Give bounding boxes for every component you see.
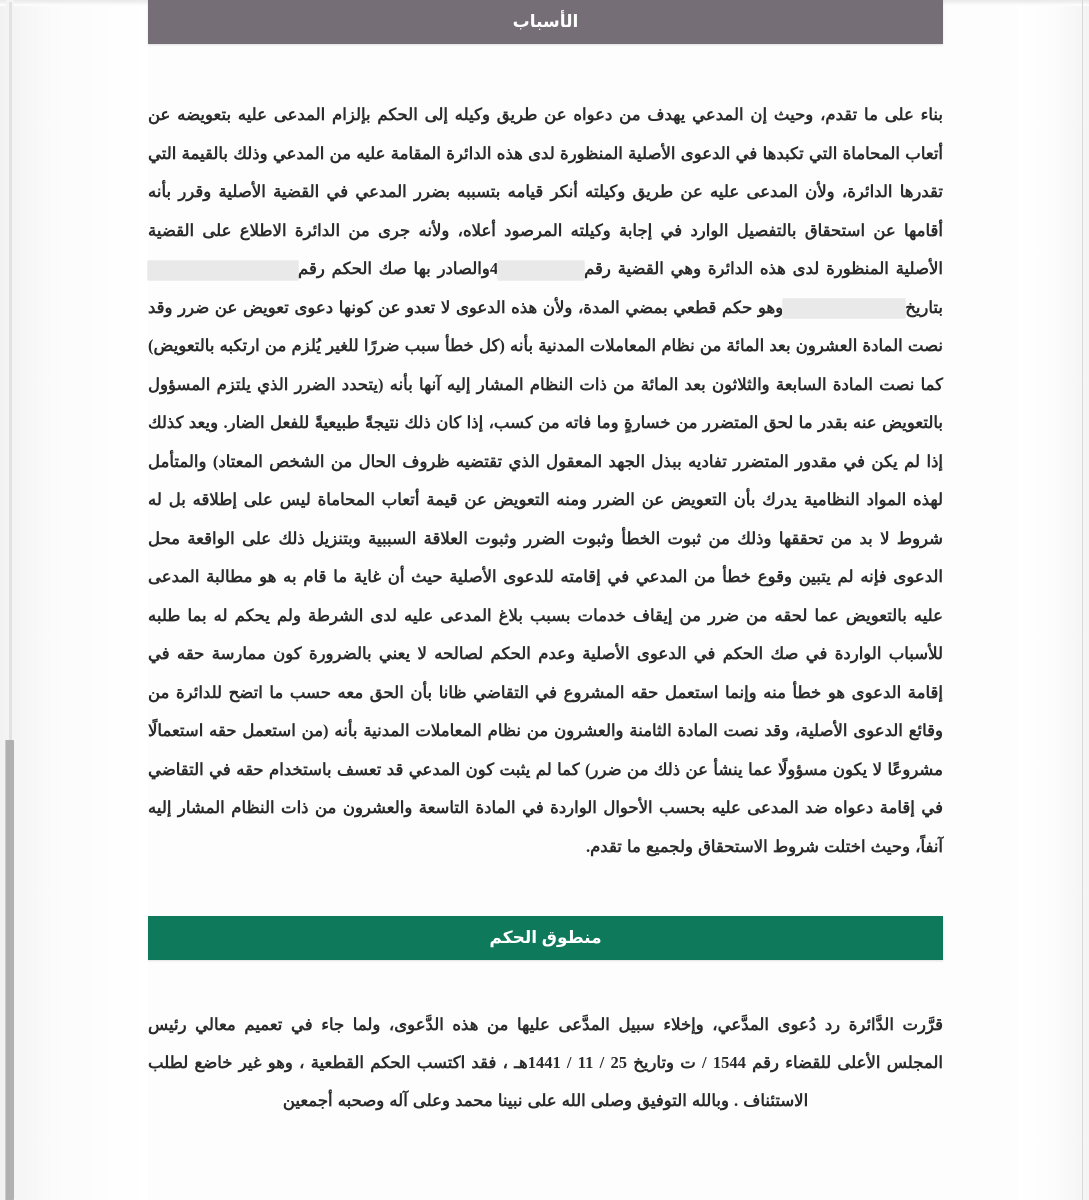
banner-gap-reasons (148, 44, 943, 96)
vertical-scrollbar-thumb[interactable] (5, 740, 14, 1200)
page-right-shading (1019, 0, 1089, 1200)
section-banner-reasons (148, 0, 943, 44)
reasons-text-part-4: وهو حكم قطعي بمضي المدة، ولأن هذه الدعوى لا تعدو عن كونها دعوى تعويض عن ضرر وقد نصت المادة العشرون بعد المائة من نظام المعاملات المدنية بأنه (كل خطأ سبب ضررًا للغير يُلزم من ارتكبه بالتعويض) كما نصت المادة السابعة والثلاثون بعد المائة من ذات النظام المشار إليه آنها بأنه (يتحدد الضرر الذي يلتزم المسؤول بالتعويض عنه بقدر ما لحق المتضرر من خسارةٍ وما فاته من كسب، إذا كان ذلك نتيجةً طبيعيةً للفعل الضار. ويعد كذلك إذا لم يكن في مقدور المتضرر تفاديه ببذل الجهد المعقول الذي تقتضيه ظروف الحال من الشخص المعتاد) والمتأمل لهذه المواد النظامية يدرك بأن التعويض عن الضرر ومنه التعويض عن قيمة أتعاب المحاماة ليس على إطلاقه بل له شروط لا بد من تحققها وذلك من ثبوت الخطأ وثبوت الضرر وثبوت العلاقة السببية وبتنزيل ذلك على الواقعة محل الدعوى فإنه لم يتبين وقوع خطأ من المدعي في إقامته للدعوى الأصلية حيث أن غاية ما قام به هو مطالبة المدعى عليه بالتعويض عما لحقه من ضرر من إيقاف خدمات بسبب بلاغ المدعى عليه لدى الشرطة ولم يحكم له بما طلبه للأسباب الواردة في صك الحكم في الدعوى الأصلية وعدم الحكم لصالحه لا يعني بالضرورة كون ممارسة حقه في إقامة الدعوى هو خطأ منه وإنما استعمل حقه المشروع في التقاضي ظانا بأن الحق معه حسب ما اتضح للدائرة من وقائع الدعوى الأصلية، وقد نصت المادة الثامنة والعشرون من نظام المعاملات المدنية بأنه (من استعمل حقه استعمالًا مشروعًا لا يكون مسؤولًا عما ينشأ عن ذلك من ضرر) كما لم يثبت كون المدعي قد تعسف باستخدام حقه في التقاضي في إقامة دعواه ضد المدعى عليه بحسب الأحوال الواردة في المادة التاسعة والعشرون من ذات النظام المشار إليه آنفاً، وحيث اختلت شروط الاستحقاق ولجميع ما تقدم. (148, 297, 944, 856)
page-right-edge (1082, 0, 1083, 1200)
reasons-paragraph (148, 96, 943, 866)
section-gap (148, 866, 943, 916)
verdict-paragraph: قرَّرت الدَّائرة رد دُعوى المدَّعي، وإخلاء سبيل المدَّعى عليها من هذه الدَّعوى، ولما جاء في تعميم معالي رئيس المجلس الأعلى للقضاء رقم 1544 / ت وتاريخ 25 / 11 / 1441هـ ، فقد اكتسب الحكم القطعية ، وهو غير خاضع لطلب الاستئناف . وبالله التوفيق وصلى الله على نبينا محمد وعلى آله وصحبه أجمعين (148, 1015, 944, 1110)
redaction-case-number (498, 261, 584, 280)
reasons-text-part-1: بناء على ما تقدم، وحيث إن المدعي يهدف من دعواه عن طريق وكيله إلى الحكم بإلزام المدعى عليه بتعويضه عن أتعاب المحاماة التي تكبدها في الدعوى الأصلية المنظورة لدى هذه الدائرة المقامة عليه من المدعي وذلك بالقيمة التي تقدرها الدائرة، ولأن المدعى عليه عن طريق وكيلته أنكر قيامه بتسببه بضرر المدعي في القضية الأصلية وقرر بأنه أقامها عن استحقاق بالتفصيل الوارد في إجابة وكيلته المرصود أعلاه، ولأنه جرى من الدائرة الاطلاع على القضية الأصلية المنظورة لدى هذه الدائرة وهي القضية رقم (148, 105, 943, 278)
section-banner-verdict (148, 916, 943, 960)
page-left-shading (0, 0, 148, 1200)
document-content (148, 0, 943, 1120)
redaction-judgment-date (783, 299, 905, 318)
banner-gap-verdict (148, 960, 943, 1006)
section-banner-reasons-label: الأسباب (512, 12, 579, 31)
section-banner-verdict-label: منطوق الحكم (489, 928, 602, 947)
reasons-text-part-2: 4والصادر بها صك الحكم رقم (298, 259, 499, 278)
vertical-scrollbar-rail (9, 2, 12, 740)
redaction-judgment-number (148, 261, 298, 280)
reasons-text-part-3: بتاريخ (905, 297, 943, 317)
